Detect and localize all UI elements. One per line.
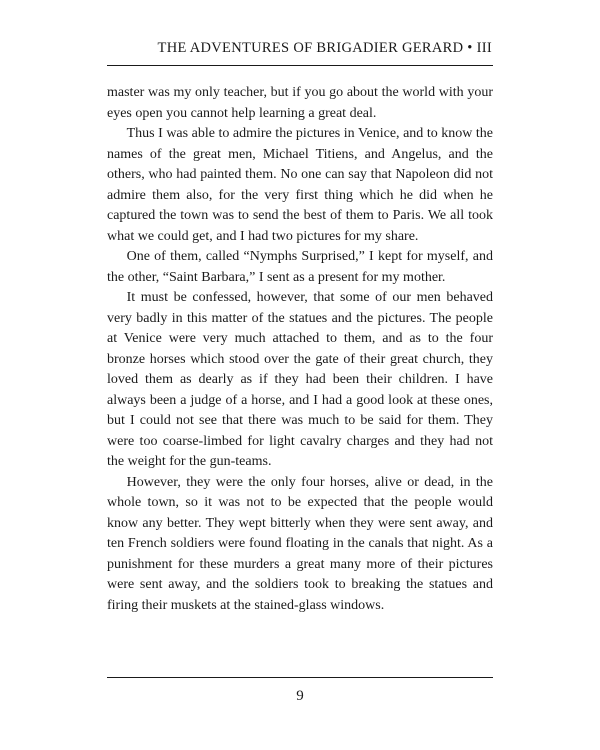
body-text bbox=[107, 83, 493, 616]
paragraph: One of them, called “Nymphs Surprised,” I kept for myself, and the other, “Saint Barbara,” I sent as a present for my mother. bbox=[107, 249, 493, 285]
footer-rule bbox=[107, 677, 493, 678]
page-number: 9 bbox=[296, 688, 304, 704]
paragraph: However, they were the only four horses, alive or dead, in the whole town, so it was not to be expected that the people would know any better. They wept bitterly when they were sent away, and ten French soldiers were found floating in the canals that night. As a punishment for these murders a great many more of their pictures were sent away, and the soldiers took to breaking the statues and firing their muskets at the stained-glass windows. bbox=[107, 474, 493, 613]
paragraph: It must be confessed, however, that some of our men behaved very badly in this matter of the statues and the pictures. The people at Venice were very much attached to them, and as to the four bronze horses which stood over the gate of their great church, they loved them as dearly as if they had been their children. I have always been a judge of a horse, and I had a good look at these ones, but I could not see that there was much to be said for them. They were too coarse-limbed for light cavalry charges and they had not the weight for the gun-teams. bbox=[107, 290, 493, 469]
paragraph: master was my only teacher, but if you go about the world with your eyes open you cannot help learning a great deal. bbox=[107, 85, 493, 121]
paragraph: Thus I was able to admire the pictures in Venice, and to know the names of the great men, Michael Titiens, and Angelus, and the others, who had painted them. No one can say that Napoleon did not admire them also, for the very first thing which he did when he captured the town was to send the best of them to Paris. We all took what we could get, and I had two pictures for my share. bbox=[107, 126, 493, 244]
running-head-title: THE ADVENTURES OF BRIGADIER GERARD • III bbox=[157, 40, 492, 56]
header-rule bbox=[107, 65, 493, 66]
